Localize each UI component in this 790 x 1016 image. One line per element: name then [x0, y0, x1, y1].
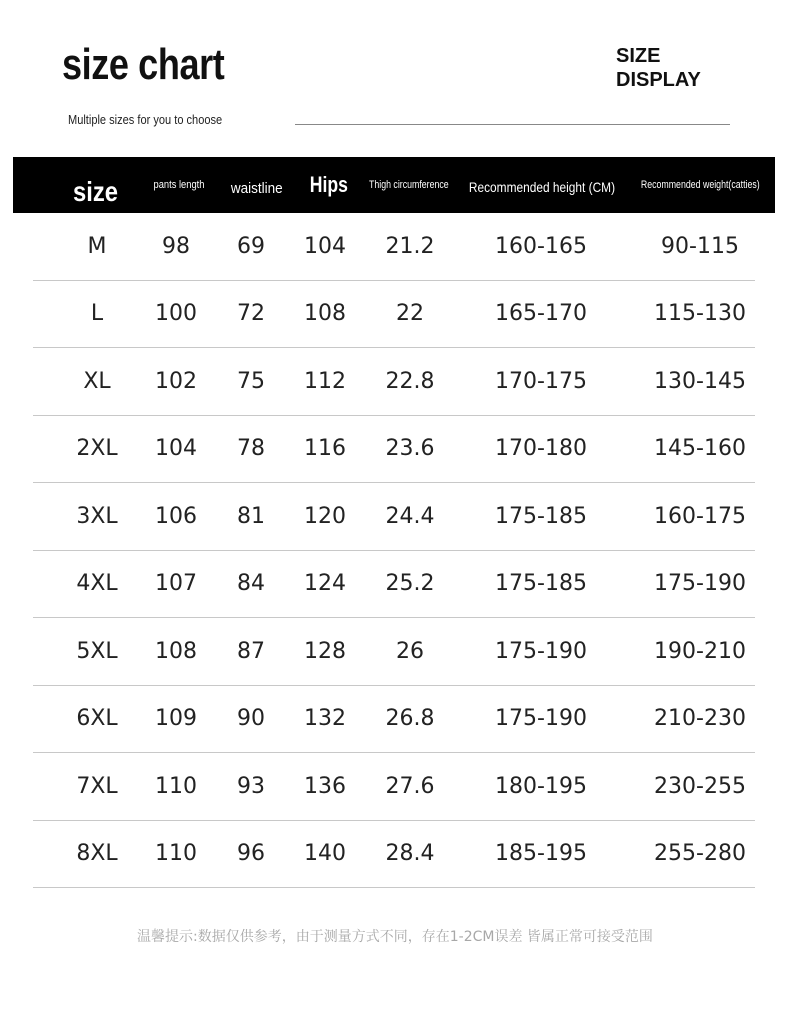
cell-pants-length: 110 — [155, 841, 197, 867]
size-display-label — [616, 44, 701, 92]
cell-weight: 160-175 — [654, 503, 746, 529]
table-row — [33, 213, 755, 281]
cell-thigh: 23.6 — [385, 436, 435, 462]
cell-waistline: 78 — [237, 436, 265, 462]
cell-weight: 90-115 — [661, 233, 739, 259]
cell-size: L — [90, 301, 104, 327]
table-row — [33, 483, 755, 551]
cell-weight: 210-230 — [654, 706, 746, 732]
cell-waistline: 87 — [237, 638, 265, 664]
cell-pants-length: 108 — [155, 638, 197, 664]
table-row — [33, 753, 755, 821]
cell-hips: 128 — [304, 638, 346, 664]
cell-hips: 124 — [304, 571, 346, 597]
cell-pants-length: 104 — [155, 436, 197, 462]
cell-size: XL — [83, 368, 111, 394]
cell-hips: 120 — [304, 503, 346, 529]
size-table-body — [33, 213, 755, 888]
cell-size: M — [87, 233, 107, 259]
size-display-line2: DISPLAY — [616, 69, 701, 91]
cell-pants-length: 109 — [155, 706, 197, 732]
cell-size: 5XL — [76, 638, 118, 664]
cell-weight: 190-210 — [654, 638, 746, 664]
column-header-waistline: waistline — [231, 179, 283, 197]
page-title: size chart — [62, 40, 225, 89]
table-row — [33, 618, 755, 686]
cell-height: 165-170 — [495, 301, 587, 327]
cell-hips: 108 — [304, 301, 346, 327]
cell-hips: 136 — [304, 773, 346, 799]
cell-pants-length: 102 — [155, 368, 197, 394]
cell-pants-length: 100 — [155, 301, 197, 327]
cell-height: 185-195 — [495, 841, 587, 867]
cell-hips: 140 — [304, 841, 346, 867]
cell-weight: 230-255 — [654, 773, 746, 799]
cell-waistline: 96 — [237, 841, 265, 867]
cell-weight: 255-280 — [654, 841, 746, 867]
cell-size: 3XL — [76, 503, 118, 529]
cell-height: 170-180 — [495, 436, 587, 462]
cell-weight: 145-160 — [654, 436, 746, 462]
cell-thigh: 22.8 — [385, 368, 435, 394]
cell-thigh: 21.2 — [385, 233, 435, 259]
column-header-hips: Hips — [309, 172, 349, 197]
cell-thigh: 22 — [396, 301, 424, 327]
table-header — [13, 157, 775, 213]
page-subtitle: Multiple sizes for you to choose — [68, 112, 223, 127]
cell-pants-length: 106 — [155, 503, 197, 529]
cell-height: 180-195 — [495, 773, 587, 799]
cell-thigh: 27.6 — [385, 773, 435, 799]
cell-pants-length: 107 — [155, 571, 197, 597]
table-row — [33, 686, 755, 754]
column-header-height: Recommended height (CM) — [468, 179, 616, 195]
cell-hips: 116 — [304, 436, 346, 462]
table-row — [33, 821, 755, 889]
cell-waistline: 81 — [237, 503, 265, 529]
cell-pants-length: 110 — [155, 773, 197, 799]
cell-waistline: 72 — [237, 301, 265, 327]
cell-thigh: 26 — [396, 638, 424, 664]
cell-weight: 115-130 — [654, 301, 746, 327]
header-divider — [295, 124, 730, 125]
cell-size: 6XL — [76, 706, 118, 732]
table-row — [33, 348, 755, 416]
cell-height: 175-185 — [495, 571, 587, 597]
column-header-size: size — [73, 176, 118, 207]
cell-thigh: 28.4 — [385, 841, 435, 867]
cell-hips: 112 — [304, 368, 346, 394]
cell-height: 175-190 — [495, 638, 587, 664]
cell-waistline: 84 — [237, 571, 265, 597]
size-display-line1: SIZE — [616, 45, 661, 67]
table-row — [33, 281, 755, 349]
cell-weight: 175-190 — [654, 571, 746, 597]
cell-hips: 104 — [304, 233, 346, 259]
cell-size: 8XL — [76, 841, 118, 867]
cell-waistline: 75 — [237, 368, 265, 394]
cell-pants-length: 98 — [162, 233, 190, 259]
cell-thigh: 24.4 — [385, 503, 435, 529]
cell-size: 7XL — [76, 773, 118, 799]
cell-height: 175-185 — [495, 503, 587, 529]
column-header-thigh: Thigh circumference — [369, 179, 449, 191]
cell-hips: 132 — [304, 706, 346, 732]
cell-waistline: 90 — [237, 706, 265, 732]
cell-thigh: 26.8 — [385, 706, 435, 732]
table-row — [33, 416, 755, 484]
cell-waistline: 69 — [237, 233, 265, 259]
cell-size: 4XL — [76, 571, 118, 597]
cell-waistline: 93 — [237, 773, 265, 799]
measurement-note: 温馨提示:数据仅供参考，由于测量方式不同，存在1-2CM误差 皆属正常可接受范围 — [137, 929, 653, 945]
cell-thigh: 25.2 — [385, 571, 435, 597]
column-header-pants-length: pants length — [153, 179, 205, 191]
cell-height: 160-165 — [495, 233, 587, 259]
cell-height: 170-175 — [495, 368, 587, 394]
column-header-weight: Recommended weight(catties) — [640, 179, 760, 191]
cell-weight: 130-145 — [654, 368, 746, 394]
table-row — [33, 551, 755, 619]
cell-size: 2XL — [76, 436, 118, 462]
cell-height: 175-190 — [495, 706, 587, 732]
